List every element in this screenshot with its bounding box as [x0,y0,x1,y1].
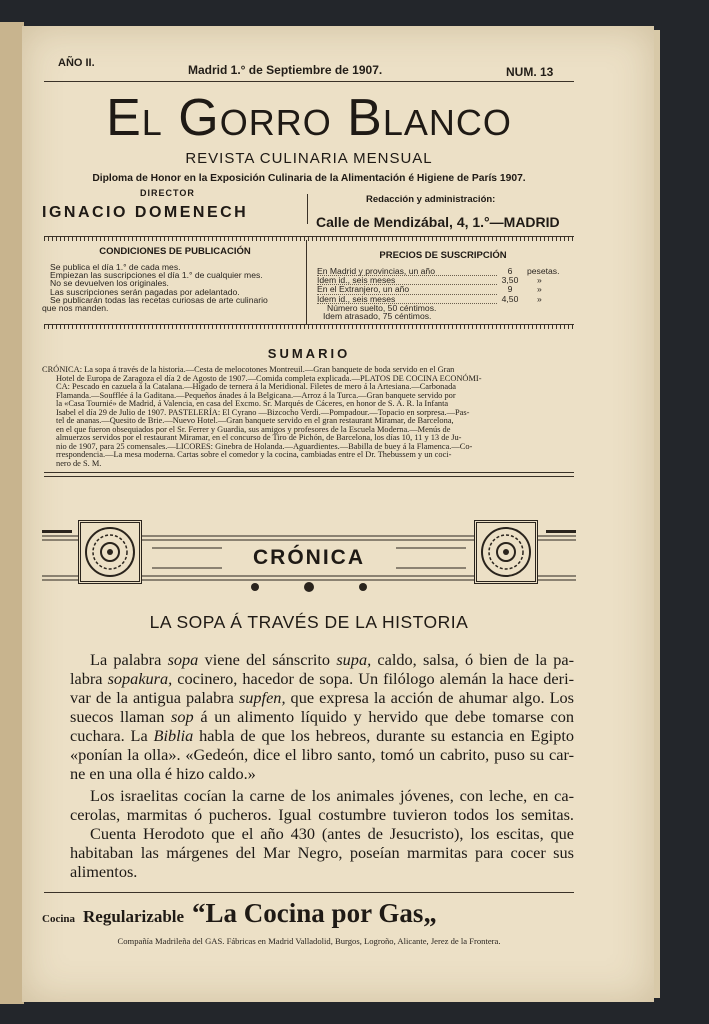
article-text: á un alimento líquido y hervido que debe tomarse con [193,707,574,726]
sumario-line: almuerzos servidos por el restaurant Miramar, en el concurso de Tiro de Pichón, de Barcelona, los días 10, 11 y 13 de Ju- [56,433,462,443]
issue-date: Madrid 1.° de Septiembre de 1907. [188,63,383,77]
ornament-left [78,520,142,584]
sumario-line: tel de ananas.—Quesito de Brie.—Nuevo Hotel.—Gran banquete servido en el gran restaurant Miramar, de Barcelona, [56,416,454,426]
ad-top-rule [44,892,574,893]
ornament-right [474,520,538,584]
sumario-bottom-rule-2 [44,476,574,477]
article-text: var de la antigua palabra [70,688,239,707]
sumario-line: la «Casa Tournié» de Madrid, á Valencia, en casa del Excmo. Sr. Marqués de Cáceres, en honor de S. A. R. la Infanta [56,399,449,409]
article-text: Cuenta Herodoto que el año 430 (antes de Jesucristo), los escitas, que [90,824,574,843]
director-label: DIRECTOR [140,188,195,198]
article-line [70,843,574,862]
article-line [70,745,574,764]
article-text: labra [70,669,108,688]
sumario-line: en el que fueron obsequiados por el Sr. Ferrer y Guardia, sus amigos y profesores de la Escuela Moderna.—Menús de [56,424,451,434]
article-italic-term: supfen, [238,688,286,707]
cronica-heading: CRÓNICA [222,546,396,570]
issue-number: NUM. 13 [506,65,554,79]
article-line [70,862,574,881]
article-text: habitaban las márgenes del Mar Negro, poseían marmitas para cocer sus [70,843,574,862]
article-italic-term: sop [171,707,194,726]
director-name: IGNACIO DOMENECH [42,204,249,221]
sumario-line: rrespondencia.—La mesa moderna. Cartas sobre el comedor y la cocina, cambiadas entre el Dr. Thebussem y un coci- [56,450,452,460]
boxes-bottom-rule [44,324,574,329]
conditions-line: Empiezan las suscripciones el día 1.° de cualquier mes. [50,270,263,281]
article-text: La palabra [90,650,168,669]
magazine-page [22,26,654,1002]
masthead-title: El Gorro Blanco [106,89,512,147]
article-line [70,688,574,707]
price-label: Idem id., seis meses [317,295,497,304]
sumario-bottom-rule-1 [44,472,574,473]
article-text: Los israelitas cocían la carne de los animales jóvenes, con leche, en ca- [90,786,574,805]
price-unit: » [537,284,542,295]
conditions-line: Las suscripciones serán pagadas por adelantado. [50,286,240,297]
article-line [70,805,574,824]
sumario-line: Isabel el día 29 de Julio de 1907. PASTELERÍA: El Cyrano —Bizcocho Verdi.—Pompadour.—Topacio en sorpresa.—Pas- [56,407,470,417]
masthead-ornament-rule [44,236,574,241]
article-title: LA SOPA Á TRAVÉS DE LA HISTORIA [149,612,469,632]
article-text: habla de que los hebreos, durante su estancia en Egipto [193,726,575,745]
price-label: En Madrid y provincias, un año [317,267,497,276]
sumario-line: CRÓNICA: La sopa á través de la historia.—Cesta de melocotones Montreuil.—Gran banquete de boda servido en el Gran [42,365,455,374]
ad-medium: Regularizable [83,907,185,926]
article-text: suecos llaman [70,707,172,726]
sumario-line: CA: Pescado en cazuela á la Catalana.—Hígado de ternera á la Meridional. Filetes de mero á la Artesiana.—Carbonada [56,382,456,392]
issue-year: AÑO II. [58,57,95,69]
article-italic-term: supa, [336,650,372,669]
rosette-icon [477,523,535,581]
price-unit: » [537,293,542,304]
masthead-subtitle: REVISTA CULINARIA MENSUAL [185,150,433,167]
article-italic-term: sopa [167,650,199,669]
boxes-divider [306,240,307,324]
price-extra: Número suelto, 50 céntimos. [327,302,437,313]
rosette-icon [81,523,139,581]
address: Calle de Mendizábal, 4, 1.°—MADRID [316,214,560,230]
ad-footer: Compañía Madrileña del GAS. Fábricas en Madrid Valladolid, Burgos, Logroño, Alicante, Jerez de la Frontera. [117,936,501,946]
article-line [70,650,574,669]
article-text: cocinero, hacedor de sopa. Un filólogo alemán la hace deri- [172,669,575,688]
price-value: 6 [507,266,513,276]
price-value: 4,50 [501,293,519,304]
article-text: viene del sánscrito [198,650,337,669]
price-value: 9 [507,284,513,295]
book-spine [0,22,24,1004]
conditions-line: Se publica el día 1.° de cada mes. [50,262,181,272]
masthead-divider [307,194,308,224]
sumario-line: nero de S. M. [56,459,102,469]
article-italic-term: sopakura, [107,669,173,688]
price-label: Idem id., seis meses [317,276,497,285]
sumario-title: SUMARIO [267,346,351,361]
conditions-line: Se publicarán todas las recetas curiosas de arte culinario [50,294,268,305]
prices-title: PRECIOS DE SUSCRIPCIÓN [379,250,507,261]
article-text: caldo, salsa, ó bien de la pa- [371,650,574,669]
article-body [70,650,574,881]
price-extra: Idem atrasado, 75 céntimos. [323,311,432,322]
article-text: que expresa la acción de ahumar algo. Los [285,688,574,707]
redaccion-label: Redacción y administración: [366,194,496,205]
sumario-line: nio de 1907, para 25 comensales.—LICORES: Ginebra de Holanda.—Aguardientes.—Babilla de buey á la Flamenca.—Co- [56,441,473,451]
article-text: cuchara. La [70,726,154,745]
article-text: ne en una olla é hizo caldo.» [70,764,256,783]
ad-line [42,898,578,929]
sumario-line: Hotel de Europa de Zaragoza el día 2 de Agosto de 1907.—Comida completa explicada.—PLATOS DE COCINA ECONÓMI- [56,373,482,383]
ad-small: Cocina [42,913,75,925]
article-italic-term: Biblia [153,726,194,745]
article-line [70,764,574,783]
price-unit: » [537,275,542,286]
article-text: cerolas, marmitas ó pucheros. Igual costumbre tuvieron todos los semitas. [70,805,574,824]
ad-big: “La Cocina por Gas„ [192,898,437,928]
article-text: alimentos. [70,862,138,881]
article-line [70,726,574,745]
conditions-title: CONDICIONES DE PUBLICACIÓN [99,246,251,257]
article-line [70,786,574,805]
conditions-line: que nos manden. [42,303,109,314]
diploma-line: Diploma de Honor en la Exposición Culinaria de la Alimentación é Higiene de París 1907. [92,173,526,184]
article-text: «ponían la olla». «Gedeón, dice el libro santo, tomó un cabrito, puso su car- [70,745,574,764]
price-value: 3,50 [501,275,519,286]
conditions-line: No se devuelven los originales. [50,278,169,289]
article-line [70,824,574,843]
article-line [70,707,574,726]
prices-table [317,267,575,320]
sumario-text [42,366,577,469]
article-lines [70,650,574,881]
conditions-list [42,263,304,312]
price-unit: pesetas. [527,266,560,276]
sumario-line: Flamanda.—Soufflée á la Gaditana.—Pequeños ánades á la Belgicana.—Arroz á la Turca.—Gran banquete servido por [56,390,456,400]
header-rule [44,81,574,82]
price-label: En el Extranjero, un año [317,285,497,294]
article-line [70,669,574,688]
